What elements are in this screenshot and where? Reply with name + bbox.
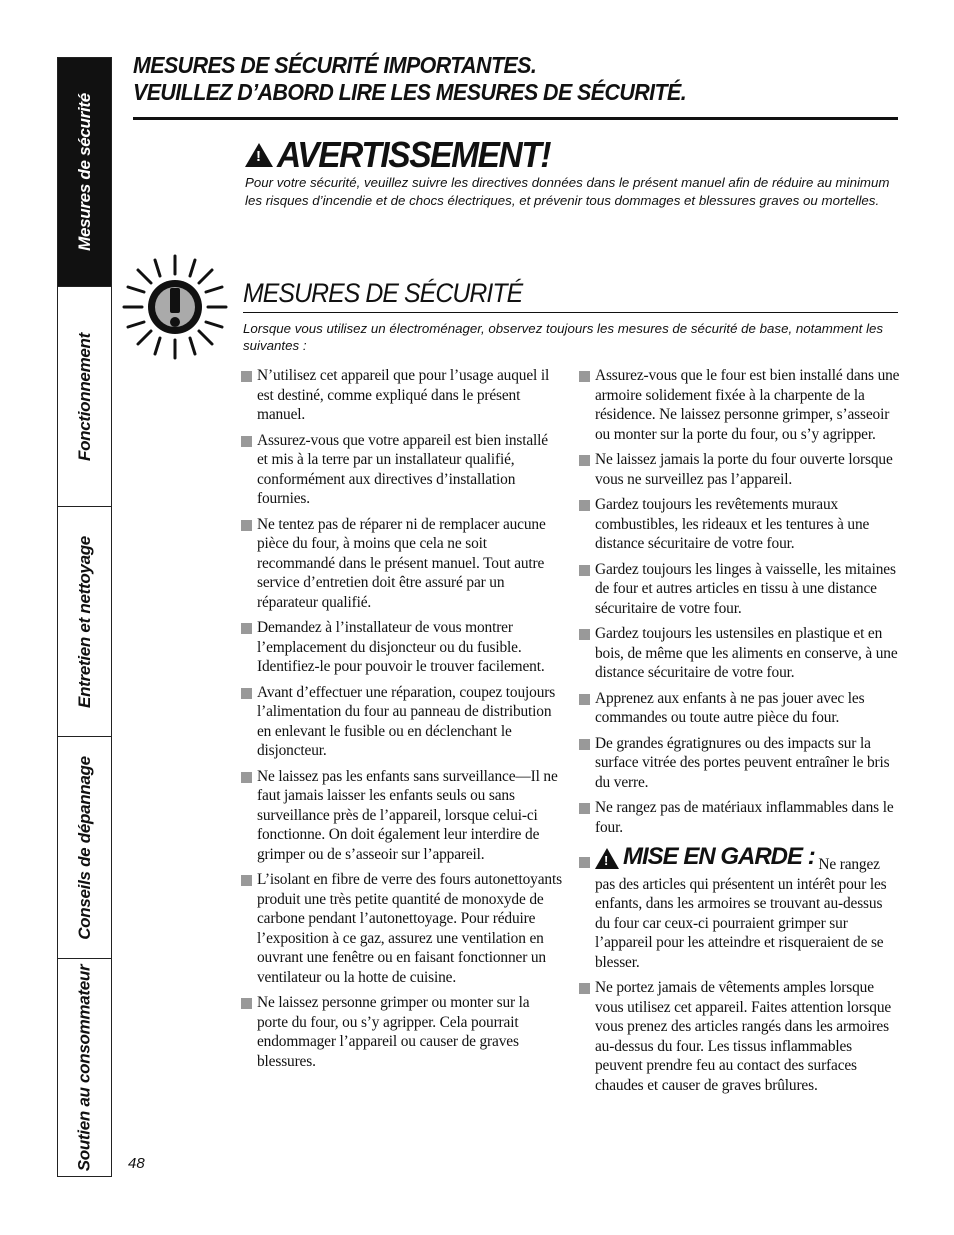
warning-title: AVERTISSEMENT! xyxy=(277,134,551,175)
section-intro: Lorsque vous utilisez un électroménager, observez toujours les mesures de sécurité de base, notamment les suivantes : xyxy=(243,321,884,353)
list-item: N’utilisez cet appareil que pour l’usage auquel il est destiné, comme expliqué dans le présent manuel. xyxy=(240,366,562,425)
tab-label: Mesures de sécurité xyxy=(74,93,94,251)
list-item: Ne tentez pas de réparer ni de remplacer aucune pièce du four, à moins que cela ne soit recommandé dans le présent manuel. Tout autre service d’entretien doit être assuré par un réparateur qualifié. xyxy=(240,515,562,613)
tab-label: Conseils de dépannage xyxy=(74,755,94,940)
list-item: Gardez toujours les ustensiles en plastique et en bois, de même que les aliments en conserve, à une distance sécuritaire de votre four. xyxy=(578,624,900,683)
warning-text: Pour votre sécurité, veuillez suivre les directives données dans le présent manuel afin de réduire au minimum les risques d’incendie et de chocs électriques, et prévenir tous dommages et blessures graves ou mortelles. xyxy=(245,175,890,208)
bullet-square-icon xyxy=(241,772,252,783)
bullet-square-icon xyxy=(241,623,252,634)
caution-triangle-icon: ! xyxy=(595,848,619,869)
bullet-square-icon xyxy=(579,857,590,868)
list-item: Gardez toujours les revêtements muraux combustibles, les rideaux et les tentures à une distance sécuritaire de votre four. xyxy=(578,495,900,554)
left-column xyxy=(240,366,562,1077)
bullet-square-icon xyxy=(579,371,590,382)
page-number: 48 xyxy=(128,1155,145,1172)
tab-label: Soutien au consommateur xyxy=(74,964,94,1171)
warning-block xyxy=(245,134,905,210)
warning-triangle-icon: ! xyxy=(245,143,273,167)
caution-title: MISE EN GARDE : xyxy=(623,843,815,870)
right-column xyxy=(578,366,900,1101)
tab-mesures-de-securite[interactable] xyxy=(58,58,111,286)
tab-entretien-et-nettoyage[interactable] xyxy=(58,506,111,736)
list-item: De grandes égratignures ou des impacts sur la surface vitrée des portes peuvent entraîner le bris du verre. xyxy=(578,734,900,793)
list-item: Gardez toujours les linges à vaisselle, les mitaines de four et autres articles en tissu à une distance sécuritaire de votre four. xyxy=(578,560,900,619)
header-line-2: VEUILLEZ D’ABORD LIRE LES MESURES DE SÉCURITÉ. xyxy=(133,79,687,105)
list-item: L’isolant en fibre de verre des fours autonettoyants produit une très petite quantité de monoxyde de carbone pendant l’autonettoyage. Pour réduire l’exposition à ce gaz, assurez une ventilation en ouvrant une fenêtre ou en faisant fonctionner un ventilateur ou la hotte de cuisine. xyxy=(240,870,562,987)
bullet-square-icon xyxy=(579,455,590,466)
page-header xyxy=(133,52,898,106)
bullet-square-icon xyxy=(241,520,252,531)
bullet-square-icon xyxy=(241,436,252,447)
tab-conseils-de-depannage[interactable] xyxy=(58,736,111,958)
tab-label: Entretien et nettoyage xyxy=(74,535,94,708)
caution-item xyxy=(578,845,900,972)
list-item: Demandez à l’installateur de vous montrer l’emplacement du disjoncteur ou du fusible. Identifiez-le pour pouvoir le trouver facilement. xyxy=(240,618,562,677)
bullet-square-icon xyxy=(579,565,590,576)
bullet-square-icon xyxy=(579,803,590,814)
caution-text: Ne rangez pas des articles qui présentent un intérêt pour les enfants, dans les armoires se trouvant au-dessus du four car ceux-ci pourraient grimper sur l’appareil pour les atteindre et risqueraient de se blesser. xyxy=(595,856,887,971)
bullet-square-icon xyxy=(579,739,590,750)
bullet-square-icon xyxy=(579,694,590,705)
list-item: Ne laissez jamais la porte du four ouverte lorsque vous ne surveillez pas l’appareil. xyxy=(578,450,900,489)
tab-fonctionnement[interactable] xyxy=(58,286,111,506)
header-line-1: MESURES DE SÉCURITÉ IMPORTANTES. xyxy=(133,52,537,78)
list-item: Avant d’effectuer une réparation, coupez toujours l’alimentation du four au panneau de distribution en enlevant le fusible ou en déclenchant le disjoncteur. xyxy=(240,683,562,761)
list-item: Ne laissez pas les enfants sans surveillance—Il ne faut jamais laisser les enfants seuls ou sans surveillance près de l’appareil, lorsque celui-ci fonctionne. On doit également leur interdire de grimper ou de s’asseoir sur l’appareil. xyxy=(240,767,562,865)
bullet-square-icon xyxy=(241,688,252,699)
tab-label: Fonctionnement xyxy=(74,332,94,461)
list-item: Ne portez jamais de vêtements amples lorsque vous utilisez cet appareil. Faites attention lorsque vous prenez des articles rangés dans les armoires au-dessus du four. Les tissus inflammables peuvent prendre feu au contact des surfaces chaudes et causer de graves brûlures. xyxy=(578,978,900,1095)
section-divider xyxy=(243,312,898,313)
list-item: Ne rangez pas de matériaux inflammables dans le four. xyxy=(578,798,900,837)
tab-soutien-au-consommateur[interactable] xyxy=(58,958,111,1176)
bullet-square-icon xyxy=(241,875,252,886)
list-item: Apprenez aux enfants à ne pas jouer avec les commandes ou toute autre pièce du four. xyxy=(578,689,900,728)
bullet-square-icon xyxy=(241,371,252,382)
section-tabs xyxy=(57,57,112,1177)
list-item: Assurez-vous que le four est bien installé dans une armoire solidement fixée à la charpente de la résidence. Ne laissez personne grimper, s’asseoir ou monter sur la porte du four, ou s’y agripper. xyxy=(578,366,900,444)
section-title: MESURES DE SÉCURITÉ xyxy=(243,278,523,308)
bullet-square-icon xyxy=(579,983,590,994)
list-item: Assurez-vous que votre appareil est bien installé et mis à la terre par un installateur qualifié, conformément aux directives d’installation fournies. xyxy=(240,431,562,509)
bullet-square-icon xyxy=(579,629,590,640)
exclamation-burst-icon xyxy=(120,252,230,362)
list-item: Ne laissez personne grimper ou monter sur la porte du four, ou s’y agripper. Cela pourrait endommager l’appareil ou causer de graves blessures. xyxy=(240,993,562,1071)
header-divider xyxy=(133,117,898,120)
bullet-square-icon xyxy=(241,998,252,1009)
bullet-square-icon xyxy=(579,500,590,511)
